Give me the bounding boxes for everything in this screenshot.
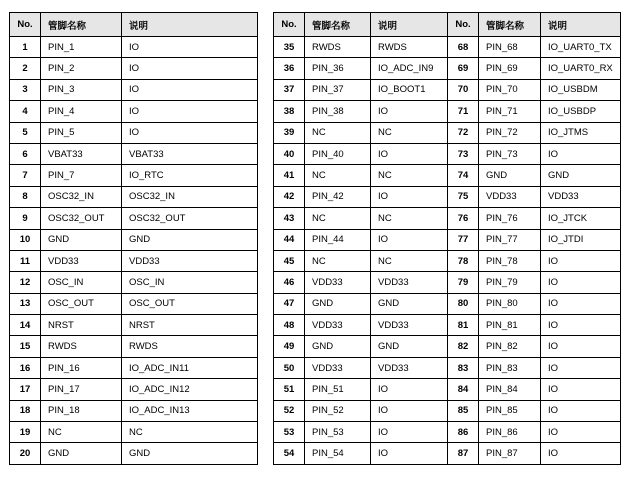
pin-number: 76: [448, 208, 479, 229]
pin-name: VDD33: [305, 272, 371, 293]
pin-number: 8: [10, 186, 41, 207]
pin-description: IO: [371, 229, 448, 250]
header-no: No.: [10, 13, 41, 37]
table-row: [274, 379, 448, 400]
table-row: [10, 400, 258, 421]
pin-description: OSC32_OUT: [122, 208, 258, 229]
pin-description: IO: [541, 357, 621, 378]
table-row: [448, 336, 621, 357]
pin-number: 4: [10, 101, 41, 122]
pin-number: 5: [10, 122, 41, 143]
table-row: [274, 293, 448, 314]
table-row: [274, 58, 448, 79]
pin-name: GND: [479, 165, 541, 186]
pin-description: IO_JTMS: [541, 122, 621, 143]
header-no: No.: [274, 13, 305, 37]
pin-description: IO_JTCK: [541, 208, 621, 229]
table-row: [10, 336, 258, 357]
pin-number: 83: [448, 357, 479, 378]
pin-description: VDD33: [541, 186, 621, 207]
pin-name: PIN_86: [479, 422, 541, 443]
table-row: [10, 293, 258, 314]
pin-name: PIN_82: [479, 336, 541, 357]
pin-name: PIN_44: [305, 229, 371, 250]
table-row: [10, 315, 258, 336]
pin-description: IO_ADC_IN13: [122, 400, 258, 421]
pin-name: VDD33: [41, 250, 122, 271]
pin-number: 45: [274, 250, 305, 271]
pin-number: 86: [448, 422, 479, 443]
pin-number: 19: [10, 422, 41, 443]
table-row: [10, 165, 258, 186]
pin-description: OSC_OUT: [122, 293, 258, 314]
header-pin-name: 管脚名称: [305, 13, 371, 37]
table-row: [10, 272, 258, 293]
pin-description: IO: [541, 272, 621, 293]
pin-number: 11: [10, 250, 41, 271]
pin-description: IO: [541, 379, 621, 400]
pin-description: IO_ADC_IN11: [122, 357, 258, 378]
pin-number: 49: [274, 336, 305, 357]
header-row: [274, 13, 448, 37]
pin-description: IO: [371, 443, 448, 464]
pin-number: 44: [274, 229, 305, 250]
table-row: [448, 315, 621, 336]
pin-name: VDD33: [479, 186, 541, 207]
pin-name: NC: [305, 250, 371, 271]
pin-number: 82: [448, 336, 479, 357]
pin-name: PIN_76: [479, 208, 541, 229]
pin-name: PIN_53: [305, 422, 371, 443]
pin-description: OSC_IN: [122, 272, 258, 293]
pin-name: NC: [305, 165, 371, 186]
table-row: [274, 229, 448, 250]
table-row: [274, 143, 448, 164]
table-row: [448, 37, 621, 58]
table-row: [448, 58, 621, 79]
pin-number: 81: [448, 315, 479, 336]
pin-name: PIN_80: [479, 293, 541, 314]
pin-table-3: [447, 12, 621, 465]
table-row: [448, 272, 621, 293]
pin-description: IO: [122, 101, 258, 122]
pin-name: PIN_5: [41, 122, 122, 143]
pin-name: PIN_18: [41, 400, 122, 421]
pin-name: OSC32_IN: [41, 186, 122, 207]
pin-number: 17: [10, 379, 41, 400]
pin-description: GND: [122, 229, 258, 250]
pin-number: 53: [274, 422, 305, 443]
pin-number: 79: [448, 272, 479, 293]
pin-table-2: [273, 12, 448, 465]
pin-description: VDD33: [122, 250, 258, 271]
table-row: [10, 79, 258, 100]
pin-number: 40: [274, 143, 305, 164]
pin-name: PIN_54: [305, 443, 371, 464]
pin-description: IO_UART0_TX: [541, 37, 621, 58]
pin-name: NC: [41, 422, 122, 443]
table-row: [274, 250, 448, 271]
pin-number: 35: [274, 37, 305, 58]
pin-name: PIN_7: [41, 165, 122, 186]
pin-number: 51: [274, 379, 305, 400]
pin-description: IO_USBDP: [541, 101, 621, 122]
pin-description: IO_JTDI: [541, 229, 621, 250]
pin-number: 52: [274, 400, 305, 421]
pin-name: OSC_OUT: [41, 293, 122, 314]
header-description: 说明: [122, 13, 258, 37]
pin-name: PIN_70: [479, 79, 541, 100]
pin-description: IO_UART0_RX: [541, 58, 621, 79]
pin-description: IO: [371, 422, 448, 443]
pin-description: OSC32_IN: [122, 186, 258, 207]
pin-number: 77: [448, 229, 479, 250]
table-row: [448, 229, 621, 250]
pin-description: IO: [371, 143, 448, 164]
table-row: [274, 186, 448, 207]
pin-description: IO: [541, 422, 621, 443]
table-row: [448, 165, 621, 186]
pin-number: 2: [10, 58, 41, 79]
pin-name: RWDS: [41, 336, 122, 357]
pin-description: IO_ADC_IN12: [122, 379, 258, 400]
table-row: [448, 186, 621, 207]
pin-number: 74: [448, 165, 479, 186]
pin-description: NC: [371, 250, 448, 271]
pin-number: 7: [10, 165, 41, 186]
pin-number: 48: [274, 315, 305, 336]
header-no: No.: [448, 13, 479, 37]
pin-number: 20: [10, 443, 41, 464]
pin-name: PIN_85: [479, 400, 541, 421]
table-row: [274, 208, 448, 229]
pin-name: PIN_36: [305, 58, 371, 79]
table-row: [10, 186, 258, 207]
table-row: [448, 422, 621, 443]
pin-name: PIN_38: [305, 101, 371, 122]
pin-name: PIN_52: [305, 400, 371, 421]
header-pin-name: 管脚名称: [479, 13, 541, 37]
pin-number: 43: [274, 208, 305, 229]
pin-number: 10: [10, 229, 41, 250]
pin-description: VBAT33: [122, 143, 258, 164]
pin-number: 9: [10, 208, 41, 229]
pin-name: PIN_72: [479, 122, 541, 143]
table-row: [448, 443, 621, 464]
pin-name: VDD33: [305, 315, 371, 336]
table-row: [274, 400, 448, 421]
pin-number: 47: [274, 293, 305, 314]
pin-name: PIN_83: [479, 357, 541, 378]
pin-name: PIN_2: [41, 58, 122, 79]
pin-name: PIN_84: [479, 379, 541, 400]
pin-number: 39: [274, 122, 305, 143]
table-row: [10, 122, 258, 143]
pin-name: PIN_79: [479, 272, 541, 293]
table-row: [10, 443, 258, 464]
pin-description: IO: [371, 186, 448, 207]
pin-name: GND: [305, 336, 371, 357]
pin-tables: [9, 12, 627, 482]
table-row: [448, 143, 621, 164]
pin-description: NC: [371, 165, 448, 186]
pin-description: GND: [541, 165, 621, 186]
pin-description: NC: [371, 208, 448, 229]
pin-description: NC: [122, 422, 258, 443]
header-description: 说明: [541, 13, 621, 37]
pin-number: 38: [274, 101, 305, 122]
pin-number: 80: [448, 293, 479, 314]
table-row: [10, 37, 258, 58]
pin-description: IO_RTC: [122, 165, 258, 186]
pin-number: 68: [448, 37, 479, 58]
header-row: [448, 13, 621, 37]
table-row: [448, 293, 621, 314]
pin-name: PIN_78: [479, 250, 541, 271]
pin-description: GND: [371, 293, 448, 314]
pin-number: 78: [448, 250, 479, 271]
pin-number: 1: [10, 37, 41, 58]
table-row: [448, 208, 621, 229]
pin-description: IO: [541, 315, 621, 336]
pin-description: IO: [122, 37, 258, 58]
pin-description: VDD33: [371, 357, 448, 378]
pin-name: OSC_IN: [41, 272, 122, 293]
table-row: [274, 122, 448, 143]
pin-description: IO_ADC_IN9: [371, 58, 448, 79]
pin-description: RWDS: [122, 336, 258, 357]
pin-description: IO: [371, 400, 448, 421]
pin-name: GND: [41, 443, 122, 464]
pin-description: GND: [122, 443, 258, 464]
table-row: [448, 357, 621, 378]
pin-description: IO_BOOT1: [371, 79, 448, 100]
pin-description: IO: [122, 79, 258, 100]
pin-description: IO: [541, 443, 621, 464]
table-row: [448, 79, 621, 100]
pin-number: 18: [10, 400, 41, 421]
pin-name: PIN_71: [479, 101, 541, 122]
table-row: [274, 315, 448, 336]
pin-number: 85: [448, 400, 479, 421]
table-row: [10, 143, 258, 164]
pin-name: NC: [305, 208, 371, 229]
table-row: [274, 336, 448, 357]
table-row: [274, 357, 448, 378]
pin-name: RWDS: [305, 37, 371, 58]
header-description: 说明: [371, 13, 448, 37]
pin-number: 13: [10, 293, 41, 314]
pin-name: GND: [41, 229, 122, 250]
pin-name: PIN_16: [41, 357, 122, 378]
pin-name: PIN_37: [305, 79, 371, 100]
pin-number: 87: [448, 443, 479, 464]
pin-number: 50: [274, 357, 305, 378]
pin-description: IO_USBDM: [541, 79, 621, 100]
header-row: [10, 13, 258, 37]
pin-description: IO: [541, 143, 621, 164]
pin-name: GND: [305, 293, 371, 314]
pin-name: PIN_17: [41, 379, 122, 400]
table-row: [448, 101, 621, 122]
pin-number: 72: [448, 122, 479, 143]
pin-description: VDD33: [371, 272, 448, 293]
pin-number: 46: [274, 272, 305, 293]
pin-number: 54: [274, 443, 305, 464]
table-row: [274, 422, 448, 443]
table-row: [10, 58, 258, 79]
pin-name: NC: [305, 122, 371, 143]
pin-number: 70: [448, 79, 479, 100]
pin-number: 3: [10, 79, 41, 100]
pin-name: PIN_51: [305, 379, 371, 400]
pin-description: GND: [371, 336, 448, 357]
table-row: [10, 357, 258, 378]
pin-number: 16: [10, 357, 41, 378]
pin-description: IO: [371, 379, 448, 400]
table-row: [274, 443, 448, 464]
pin-name: PIN_1: [41, 37, 122, 58]
pin-number: 36: [274, 58, 305, 79]
pin-name: NRST: [41, 315, 122, 336]
pin-description: IO: [541, 400, 621, 421]
pin-name: VDD33: [305, 357, 371, 378]
pin-number: 84: [448, 379, 479, 400]
pin-description: IO: [371, 101, 448, 122]
pin-name: PIN_73: [479, 143, 541, 164]
pin-description: NC: [371, 122, 448, 143]
pin-number: 71: [448, 101, 479, 122]
pin-number: 12: [10, 272, 41, 293]
table-row: [448, 400, 621, 421]
pin-number: 14: [10, 315, 41, 336]
table-row: [274, 37, 448, 58]
pin-number: 75: [448, 186, 479, 207]
pin-name: PIN_4: [41, 101, 122, 122]
pin-name: PIN_3: [41, 79, 122, 100]
table-row: [448, 250, 621, 271]
pin-name: PIN_69: [479, 58, 541, 79]
header-pin-name: 管脚名称: [41, 13, 122, 37]
table-row: [448, 379, 621, 400]
pin-number: 37: [274, 79, 305, 100]
pin-number: 73: [448, 143, 479, 164]
pin-name: VBAT33: [41, 143, 122, 164]
table-row: [10, 208, 258, 229]
table-row: [10, 250, 258, 271]
pin-description: RWDS: [371, 37, 448, 58]
table-row: [274, 79, 448, 100]
table-row: [274, 272, 448, 293]
pin-number: 15: [10, 336, 41, 357]
pin-number: 41: [274, 165, 305, 186]
pin-name: PIN_68: [479, 37, 541, 58]
pin-name: PIN_87: [479, 443, 541, 464]
pin-number: 6: [10, 143, 41, 164]
pin-name: OSC32_OUT: [41, 208, 122, 229]
pin-description: NRST: [122, 315, 258, 336]
pin-number: 42: [274, 186, 305, 207]
table-row: [10, 422, 258, 443]
table-row: [274, 101, 448, 122]
pin-description: IO: [541, 336, 621, 357]
pin-name: PIN_40: [305, 143, 371, 164]
pin-table-1: [9, 12, 258, 465]
table-row: [274, 165, 448, 186]
pin-description: IO: [541, 293, 621, 314]
pin-name: PIN_81: [479, 315, 541, 336]
pin-description: IO: [122, 122, 258, 143]
pin-description: IO: [122, 58, 258, 79]
pin-description: VDD33: [371, 315, 448, 336]
pin-name: PIN_42: [305, 186, 371, 207]
pin-description: IO: [541, 250, 621, 271]
pin-name: PIN_77: [479, 229, 541, 250]
table-row: [448, 122, 621, 143]
pin-number: 69: [448, 58, 479, 79]
table-row: [10, 229, 258, 250]
table-row: [10, 101, 258, 122]
table-row: [10, 379, 258, 400]
